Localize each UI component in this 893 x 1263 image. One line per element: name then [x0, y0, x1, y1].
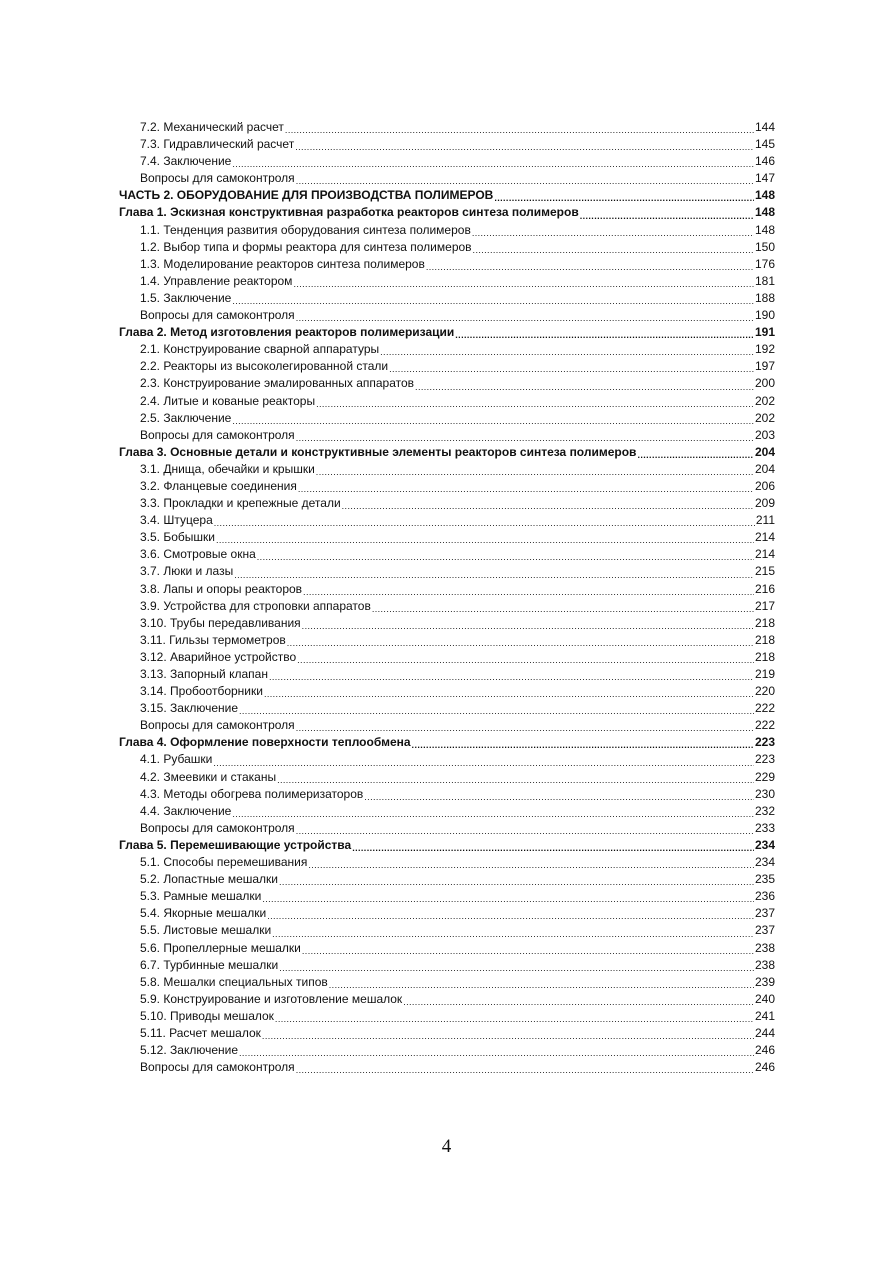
toc-dot-leader [302, 940, 754, 957]
toc-entry-page: 148 [754, 188, 775, 203]
toc-entry-title: 7.3. Гидравлический расчет [140, 137, 295, 152]
toc-dot-leader [267, 905, 754, 922]
toc-entry [119, 393, 775, 410]
toc-entry-title: 4.3. Методы обогрева полимеризаторов [140, 786, 364, 801]
toc-dot-leader [298, 478, 754, 495]
toc-entry-title: 1.3. Моделирование реакторов синтеза полимеров [140, 256, 425, 271]
toc-dot-leader [287, 632, 754, 649]
toc-entry-page: 229 [754, 769, 775, 784]
toc-entry-title: 2.3. Конструирование эмалированных аппаратов [140, 376, 415, 391]
toc-entry [119, 427, 775, 444]
toc-entry-page: 204 [754, 444, 775, 459]
toc-entry-page: 233 [754, 820, 775, 835]
toc-entry-title: 6.7. Турбинные мешалки [140, 957, 279, 972]
toc-dot-leader [213, 751, 754, 768]
toc-entry-page: 144 [754, 120, 775, 134]
toc-entry-title: Глава 1. Эскизная конструктивная разработка реакторов синтеза полимеров [119, 205, 579, 220]
toc-entry-page: 246 [754, 1043, 775, 1058]
toc-entry [119, 615, 775, 632]
toc-dot-leader [262, 1025, 754, 1042]
toc-dot-leader [389, 358, 754, 375]
toc-entry-title: 5.2. Лопастные мешалки [140, 872, 279, 887]
toc-entry [119, 769, 775, 786]
toc-dot-leader [637, 444, 754, 461]
toc-entry-title: 7.4. Заключение [140, 154, 232, 169]
toc-entry [119, 871, 775, 888]
toc-entry-title: 5.3. Рамные мешалки [140, 889, 262, 904]
toc-entry-page: 220 [754, 684, 775, 699]
toc-entry-page: 235 [754, 872, 775, 887]
toc-dot-leader [580, 204, 754, 221]
toc-entry [119, 239, 775, 256]
toc-entry-page: 234 [754, 855, 775, 870]
toc-entry-page: 246 [754, 1060, 775, 1075]
toc-entry [119, 273, 775, 290]
toc-dot-leader [232, 153, 754, 170]
toc-entry-title: 5.8. Мешалки специальных типов [140, 974, 328, 989]
toc-entry-title: 4.2. Змеевики и стаканы [140, 769, 277, 784]
toc-entry [119, 136, 775, 153]
toc-heading-entry [119, 187, 775, 204]
toc-entry [119, 153, 775, 170]
toc-entry-page: 148 [754, 205, 775, 220]
toc-entry [119, 290, 775, 307]
toc-dot-leader [303, 581, 754, 598]
toc-dot-leader [412, 734, 754, 751]
toc-entry [119, 700, 775, 717]
toc-entry-page: 223 [754, 752, 775, 767]
toc-entry-title: 3.3. Прокладки и крепежные детали [140, 496, 341, 511]
toc-entry-title: 5.1. Способы перемешивания [140, 855, 308, 870]
toc-entry [119, 666, 775, 683]
toc-entry-title: 3.15. Заключение [140, 701, 238, 716]
toc-entry [119, 905, 775, 922]
toc-dot-leader [296, 427, 754, 444]
toc-entry-title: 3.6. Смотровые окна [140, 547, 256, 562]
toc-dot-leader [279, 871, 754, 888]
toc-entry [119, 495, 775, 512]
toc-entry-page: 237 [754, 906, 775, 921]
toc-entry-page: 206 [754, 478, 775, 493]
toc-dot-leader [257, 546, 754, 563]
toc-dot-leader [277, 769, 754, 786]
toc-entry-page: 216 [754, 581, 775, 596]
toc-dot-leader [296, 1059, 754, 1076]
toc-entry-title: 3.13. Запорный клапан [140, 667, 268, 681]
toc-dot-leader [285, 119, 754, 136]
toc-entry-title: 3.8. Лапы и опоры реакторов [140, 581, 303, 596]
toc-dot-leader [275, 1008, 754, 1025]
toc-entry-page: 200 [754, 376, 775, 391]
toc-entry-title: 3.11. Гильзы термометров [140, 632, 286, 647]
toc-entry-title: 2.4. Литые и кованые реакторы [140, 393, 316, 408]
toc-dot-leader [364, 786, 754, 803]
toc-entry-page: 202 [754, 410, 775, 425]
toc-entry [119, 888, 775, 905]
toc-entry [119, 820, 775, 837]
toc-dot-leader [329, 974, 754, 991]
toc-entry-page: 176 [754, 256, 775, 271]
toc-entry [119, 410, 775, 427]
toc-entry-page: 191 [754, 325, 775, 340]
toc-entry-page: 203 [754, 427, 775, 442]
toc-entry [119, 358, 775, 375]
toc-entry-title: Вопросы для самоконтроля [140, 718, 295, 733]
toc-entry-title: 5.5. Листовые мешалки [140, 923, 272, 938]
toc-entry [119, 256, 775, 273]
toc-entry [119, 222, 775, 239]
toc-entry-title: 7.2. Механический расчет [140, 120, 284, 134]
toc-entry-page: 222 [754, 718, 775, 733]
toc-entry [119, 581, 775, 598]
toc-dot-leader [279, 957, 754, 974]
toc-entry-page: 150 [754, 239, 775, 254]
toc-entry-page: 192 [754, 342, 775, 357]
toc-entry-page: 148 [754, 222, 775, 237]
toc-entry-title: 3.7. Люки и лазы [140, 564, 234, 579]
toc-entry-page: 209 [754, 496, 775, 511]
toc-entry-title: 5.10. Приводы мешалок [140, 1008, 274, 1023]
toc-heading-entry [119, 204, 775, 221]
toc-dot-leader [269, 666, 754, 683]
toc-entry [119, 512, 775, 529]
toc-entry-title: Вопросы для самоконтроля [140, 308, 295, 323]
toc-entry-title: 5.4. Якорные мешалки [140, 906, 267, 921]
toc-entry-page: 188 [754, 290, 775, 305]
toc-entry-title: Вопросы для самоконтроля [140, 171, 295, 186]
toc-dot-leader [472, 222, 754, 239]
toc-dot-leader [342, 495, 754, 512]
toc-entry-page: 236 [754, 889, 775, 904]
toc-entry-page: 217 [754, 598, 775, 613]
toc-entry-page: 190 [754, 308, 775, 323]
toc-entry [119, 341, 775, 358]
toc-entry [119, 854, 775, 871]
toc-entry-title: 3.9. Устройства для строповки аппаратов [140, 598, 371, 613]
toc-dot-leader [415, 375, 754, 392]
toc-entry-title: 1.1. Тенденция развития оборудования синтеза полимеров [140, 222, 471, 237]
toc-entry [119, 1008, 775, 1025]
toc-dot-leader [380, 341, 754, 358]
toc-entry [119, 1059, 775, 1076]
toc-dot-leader [308, 854, 754, 871]
toc-entry-title: 3.5. Бобышки [140, 530, 215, 545]
toc-entry-title: 2.1. Конструирование сварной аппаратуры [140, 342, 380, 357]
toc-entry [119, 170, 775, 187]
toc-entry [119, 529, 775, 546]
toc-entry-page: 215 [754, 564, 775, 579]
toc-entry [119, 478, 775, 495]
toc-entry-page: 202 [754, 393, 775, 408]
toc-entry [119, 375, 775, 392]
toc-entry-page: 244 [754, 1025, 775, 1040]
toc-entry-title: 1.5. Заключение [140, 290, 232, 305]
toc-entry [119, 461, 775, 478]
toc-entry-page: 237 [754, 923, 775, 938]
toc-entry-title: ЧАСТЬ 2. ОБОРУДОВАНИЕ ДЛЯ ПРОИЗВОДСТВА ПОЛИМЕРОВ [119, 188, 494, 203]
toc-dot-leader [272, 922, 754, 939]
toc-entry-title: 3.4. Штуцера [140, 513, 213, 528]
toc-dot-leader [316, 393, 754, 410]
toc-dot-leader [232, 803, 754, 820]
toc-heading-entry [119, 734, 775, 751]
toc-heading-entry [119, 324, 775, 341]
toc-entry-title: 5.11. Расчет мешалок [140, 1025, 261, 1040]
toc-entry-title: Глава 5. Перемешивающие устройства [119, 837, 352, 852]
toc-entry-title: 3.14. Пробоотборники [140, 684, 263, 699]
toc-entry-page: 239 [754, 974, 775, 989]
toc-dot-leader [232, 410, 754, 427]
toc-entry [119, 922, 775, 939]
toc-dot-leader [296, 820, 754, 837]
toc-dot-leader [296, 307, 754, 324]
toc-entry [119, 649, 775, 666]
toc-dot-leader [302, 615, 754, 632]
toc-dot-leader [403, 991, 754, 1008]
toc-entry-title: 2.5. Заключение [140, 410, 232, 425]
toc-entry-page: 147 [754, 171, 775, 186]
toc-entry-title: Вопросы для самоконтроля [140, 1060, 295, 1075]
toc-heading-entry [119, 444, 775, 461]
toc-dot-leader [239, 1042, 754, 1059]
toc-dot-leader [214, 512, 755, 529]
toc-entry [119, 786, 775, 803]
toc-entry-title: Глава 2. Метод изготовления реакторов полимеризации [119, 325, 455, 340]
toc-entry [119, 803, 775, 820]
toc-entry [119, 598, 775, 615]
toc-dot-leader [293, 273, 754, 290]
toc-dot-leader [216, 529, 754, 546]
toc-entry-page: 238 [754, 940, 775, 955]
toc-entry-page: 238 [754, 957, 775, 972]
toc-dot-leader [297, 649, 754, 666]
toc-entry-page: 219 [754, 667, 775, 681]
toc-entry-page: 145 [754, 137, 775, 152]
toc-entry-page: 240 [754, 991, 775, 1006]
toc-entry-page: 232 [754, 803, 775, 818]
toc-dot-leader [296, 717, 754, 734]
toc-dot-leader [234, 563, 754, 580]
toc-entry-title: 3.12. Аварийное устройство [140, 649, 297, 664]
toc-entry-page: 222 [754, 701, 775, 716]
toc-entry [119, 940, 775, 957]
toc-dot-leader [262, 888, 754, 905]
toc-dot-leader [264, 683, 754, 700]
toc-dot-leader [372, 598, 754, 615]
toc-entry [119, 717, 775, 734]
toc-entry [119, 632, 775, 649]
toc-dot-leader [296, 170, 754, 187]
toc-entry-title: 3.1. Днища, обечайки и крышки [140, 461, 315, 476]
toc-entry [119, 991, 775, 1008]
toc-dot-leader [494, 187, 754, 204]
toc-entry-page: 211 [755, 513, 775, 528]
toc-dot-leader [295, 136, 754, 153]
toc-entry-title: Вопросы для самоконтроля [140, 427, 295, 442]
toc-entry-title: Вопросы для самоконтроля [140, 820, 295, 835]
toc-entry [119, 751, 775, 768]
toc-entry [119, 546, 775, 563]
toc-entry-title: 5.6. Пропеллерные мешалки [140, 940, 301, 955]
toc-entry-title: Глава 4. Оформление поверхности теплообмена [119, 735, 411, 750]
toc-entry-page: 241 [754, 1008, 775, 1023]
toc-entry-title: 3.2. Фланцевые соединения [140, 478, 297, 493]
page-number: 4 [441, 1136, 452, 1157]
toc-entry-title: 1.2. Выбор типа и формы реактора для синтеза полимеров [140, 239, 472, 254]
toc-entry-title: 5.9. Конструирование и изготовление мешалок [140, 991, 403, 1006]
toc-entry-page: 218 [754, 649, 775, 664]
toc-entry-title: 2.2. Реакторы из высоколегированной стали [140, 359, 389, 374]
toc-entry [119, 119, 775, 136]
toc-dot-leader [473, 239, 754, 256]
toc-dot-leader [426, 256, 754, 273]
toc-dot-leader [455, 324, 754, 341]
toc-entry-page: 230 [754, 786, 775, 801]
toc-entry-page: 204 [754, 461, 775, 476]
toc-entry [119, 307, 775, 324]
toc-entry [119, 563, 775, 580]
toc-entry-page: 197 [754, 359, 775, 374]
toc-entry-page: 146 [754, 154, 775, 169]
toc-entry-title: 5.12. Заключение [140, 1043, 238, 1058]
toc-entry-page: 218 [754, 615, 775, 630]
toc-dot-leader [239, 700, 754, 717]
toc-entry-title: 4.4. Заключение [140, 803, 232, 818]
toc-entry-page: 181 [754, 273, 775, 288]
toc-dot-leader [352, 837, 754, 854]
toc-entry-page: 234 [754, 837, 775, 852]
toc-entry-title: Глава 3. Основные детали и конструктивные элементы реакторов синтеза полимеров [119, 444, 637, 459]
toc-entry-title: 1.4. Управление реактором [140, 273, 293, 288]
table-of-contents [119, 119, 775, 1076]
toc-entry-page: 223 [754, 735, 775, 750]
toc-entry [119, 1042, 775, 1059]
toc-entry [119, 974, 775, 991]
toc-dot-leader [316, 461, 754, 478]
toc-entry-title: 3.10. Трубы передавливания [140, 615, 301, 630]
toc-entry [119, 683, 775, 700]
toc-entry-page: 218 [754, 632, 775, 647]
toc-entry-title: 4.1. Рубашки [140, 752, 213, 767]
toc-entry [119, 957, 775, 974]
toc-entry-page: 214 [754, 547, 775, 562]
toc-entry [119, 1025, 775, 1042]
toc-heading-entry [119, 837, 775, 854]
toc-entry-page: 214 [754, 530, 775, 545]
toc-dot-leader [232, 290, 754, 307]
